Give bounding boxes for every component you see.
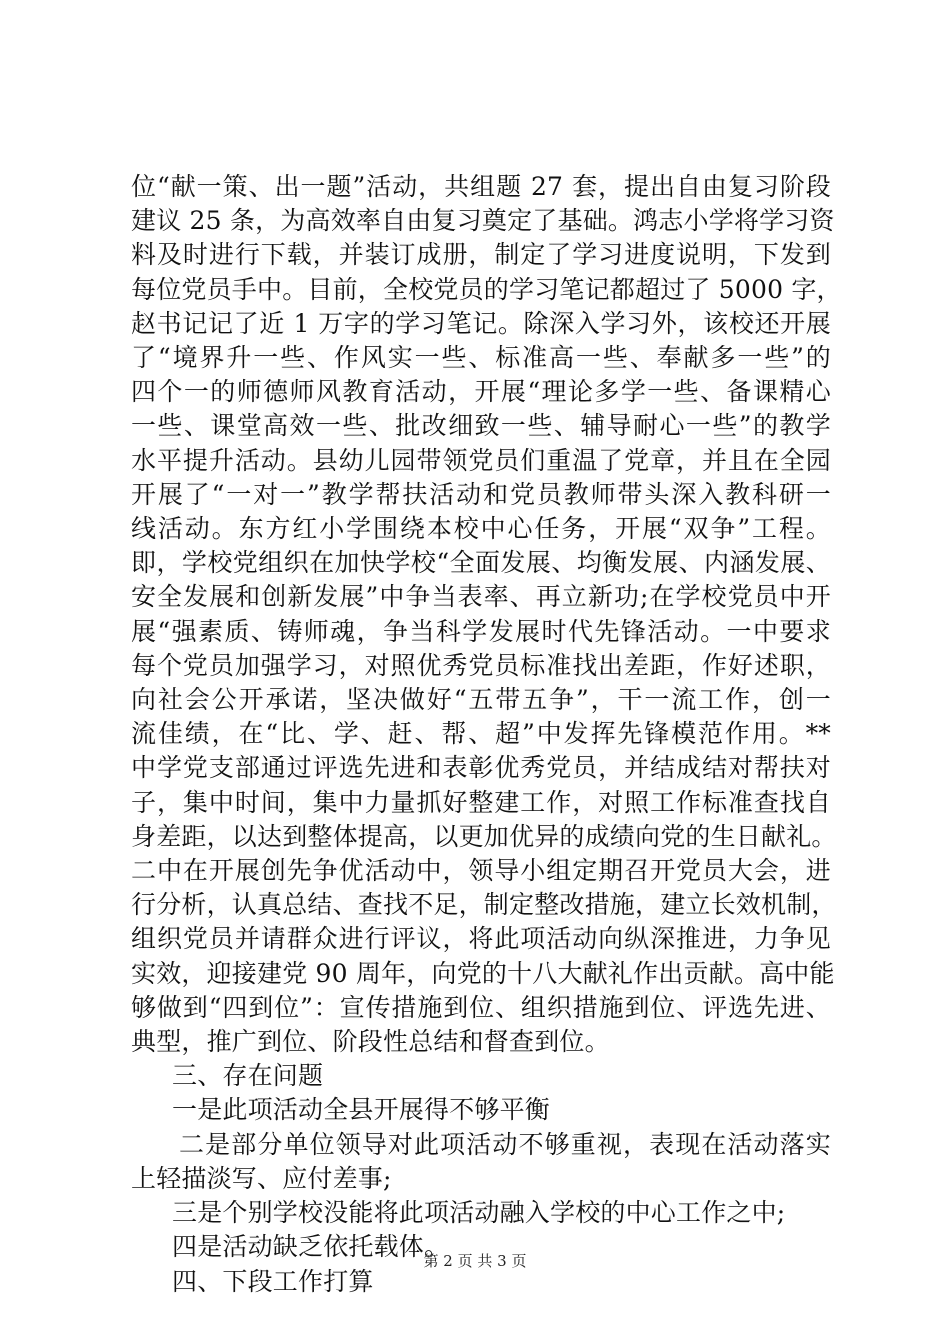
section-heading-problems: 三、存在问题 [172,1061,324,1091]
text-line: 每位党员手中。目前，全校党员的学习笔记都超过了 5000 字， [131,274,842,304]
text-line: 每个党员加强学习，对照优秀党员标准找出差距，作好述职， [131,650,831,680]
text-line: 够做到“四到位”：宣传措施到位、组织措施到位、评选先进、 [131,992,831,1022]
problem-item-1: 一是此项活动全县开展得不够平衡 [172,1095,551,1125]
text-line: 流佳绩，在“比、学、赶、帮、超”中发挥先锋模范作用。** [131,719,831,749]
text-line: 线活动。东方红小学围绕本校中心任务，开展“双争”工程。 [131,514,831,544]
text-line: 料及时进行下载，并装订成册，制定了学习进度说明，下发到 [131,240,831,270]
text-line: 组织党员并请群众进行评议，将此项活动向纵深推进，力争见 [131,924,831,954]
text-line: 子，集中时间，集中力量抓好整建工作，对照工作标准查找自 [131,787,831,817]
text-line: 典型，推广到位、阶段性总结和督查到位。 [131,1027,610,1057]
text-line: 即，学校党组织在加快学校“全面发展、均衡发展、内涵发展、 [131,548,831,578]
text-line: 向社会公开承诺，坚决做好“五带五争”，干一流工作，创一 [131,685,831,715]
text-line: 二中在开展创先争优活动中，领导小组定期召开党员大会，进 [131,856,831,886]
text-line: 展“强素质、铸师魂，争当科学发展时代先锋活动。一中要求 [131,616,831,646]
section-heading-next-plan: 四、下段工作打算 [172,1266,374,1296]
problem-item-2: 二是部分单位领导对此项活动不够重视，表现在活动落实 [179,1129,831,1159]
text-line: 位“献一策、出一题”活动，共组题 27 套，提出自由复习阶段 [131,172,831,201]
problem-item-2-continuation: 上轻描淡写、应付差事; [131,1163,392,1193]
text-line: 身差距，以达到整体提高，以更加优异的成绩向党的生日献礼。 [131,821,837,851]
text-line: 安全发展和创新发展”中争当表率、再立新功;在学校党员中开 [131,582,831,612]
text-line: 一些、课堂高效一些、批改细致一些、辅导耐心一些”的教学 [131,411,831,441]
text-line: 建议 25 条，为高效率自由复习奠定了基础。鸿志小学将学习资 [131,206,835,236]
text-line: 实效，迎接建党 90 周年，向党的十八大献礼作出贡献。高中能 [131,958,835,988]
text-line: 赵书记记了近 1 万字的学习笔记。除深入学习外，该校还开展 [131,308,831,338]
page-number-footer: 第 2 页 共 3 页 [423,1252,527,1270]
text-line: 开展了“一对一”教学帮扶活动和党员教师带头深入教科研一 [131,479,831,509]
document-body [131,170,842,1299]
text-line: 了“境界升一些、作风实一些、标准高一些、奉献多一些”的 [131,343,831,373]
text-line: 行分析，认真总结、查找不足，制定整改措施，建立长效机制， [131,890,837,920]
main-paragraph [131,170,842,1059]
problem-item-4: 四是活动缺乏依托载体。 [172,1232,450,1262]
problem-item-3: 三是个别学校没能将此项活动融入学校的中心工作之中; [172,1198,786,1228]
text-line: 四个一的师德师风教育活动，开展“理论多学一些、备课精心 [131,377,831,407]
text-line: 中学党支部通过评选先进和表彰优秀党员，并结成结对帮扶对 [131,753,831,783]
text-line: 水平提升活动。县幼儿园带领党员们重温了党章，并且在全园 [131,445,831,475]
